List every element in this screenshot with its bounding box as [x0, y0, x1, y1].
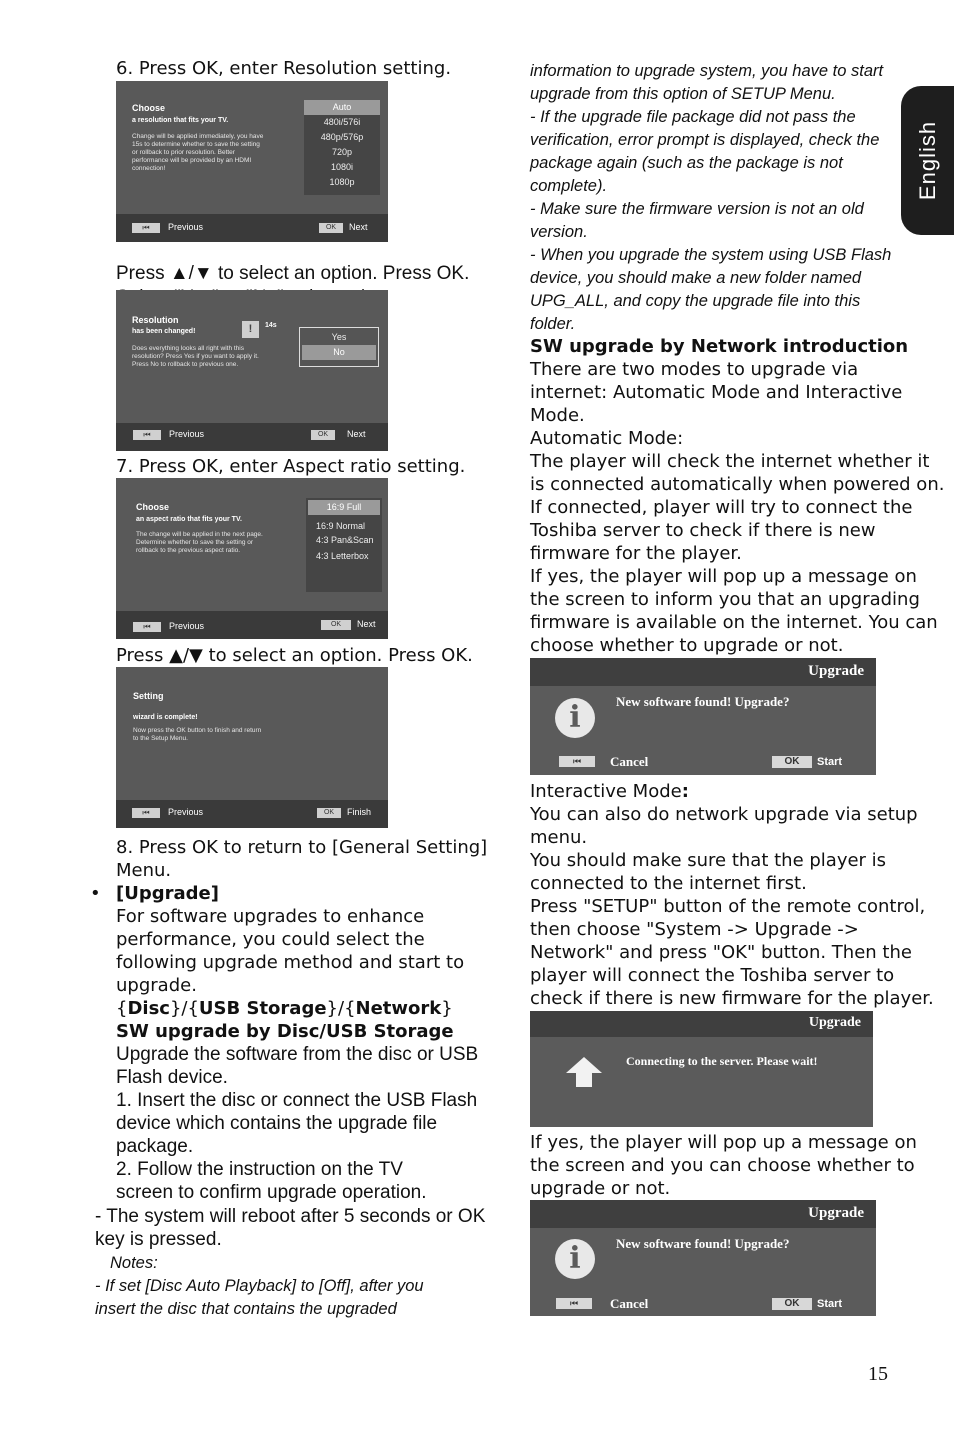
press-select-text: Press ▲/▼ to select an option. Press OK.	[116, 263, 470, 284]
previous-label: Previous	[169, 621, 205, 631]
screen-subtitle: has been changed!	[132, 328, 196, 335]
option-4-3-pan-scan[interactable]: 4:3 Pan&Scan	[316, 535, 374, 545]
screen-description: The change will be applied in the next page. Determine whether to save the setting or rollback to the previous aspect ratio.	[136, 531, 263, 554]
resolution-options	[304, 100, 380, 195]
yes-no-options	[299, 327, 379, 367]
ok-button: OK	[319, 223, 343, 233]
after-body: If yes, the player will pop up a message on the screen and you can choose whether to upgrade or not.	[530, 1132, 917, 1199]
next-label: Next	[357, 619, 376, 629]
option-16-9-normal[interactable]: 16:9 Normal	[316, 521, 366, 531]
upgrade-methods: {Disc}/{USB Storage}/{Network}	[116, 998, 453, 1019]
cancel-label: Cancel	[610, 754, 649, 769]
upgrade-dialog-found-2	[530, 1200, 876, 1316]
option-no[interactable]: No	[302, 345, 376, 360]
screen-description: Now press the OK button to finish and return to the Setup Menu.	[133, 727, 262, 742]
previous-icon: ⏮	[133, 430, 161, 440]
option-1080i[interactable]: 1080i	[330, 162, 354, 172]
option-yes[interactable]: Yes	[331, 332, 347, 342]
notes-label: Notes:	[110, 1254, 158, 1272]
aspect-options	[306, 498, 382, 592]
countdown: 14s	[265, 322, 277, 329]
previous-icon: ⏮	[559, 756, 595, 767]
notes-continued: information to upgrade system, you have to start upgrade from this option of SETUP Menu. - If the upgrade file package did not pass the verification, error prompt is displayed, check the package again (such as the package is not complete). - Make sure the firmware version is not an old version. - When you upgrade the system using USB Flash device, you should make a new folder named UPG_ALL, and copy the upgrade file into this folder.	[530, 62, 892, 333]
screen-subtitle: an aspect ratio that fits your TV.	[136, 516, 242, 523]
ok-button: OK	[772, 1298, 812, 1310]
network-body: There are two modes to upgrade via internet: Automatic Mode and Interactive Mode. Automatic Mode: The player will check the internet whether it is connected automatically when powered on. If connected, player will try to connect the Toshiba server to check if there is new firmware for the player. If yes, the player will pop up a message on the screen to inform you that an upgrading firmware is available on the internet. You can choose whether to upgrade or not.	[530, 359, 945, 656]
option-4-3-letterbox[interactable]: 4:3 Letterbox	[316, 551, 369, 561]
next-label: Next	[349, 222, 368, 232]
resolution-screen	[116, 81, 388, 242]
screen-description: Does everything looks all right with this resolution? Press Yes if you want to apply it. Press No to rollback to previous one.	[132, 345, 259, 368]
upload-arrow-icon	[566, 1055, 602, 1089]
resolution-changed-screen	[116, 290, 388, 451]
cancel-label: Cancel	[610, 1296, 649, 1311]
screen-title: Resolution	[132, 315, 179, 325]
step-6-text: 6. Press OK, enter Resolution setting.	[116, 58, 452, 79]
sw-disc-heading: SW upgrade by Disc/USB Storage	[116, 1021, 454, 1042]
dialog-message: New software found! Upgrade?	[616, 1236, 790, 1251]
upgrade-dialog-found	[530, 658, 876, 775]
previous-label: Previous	[169, 429, 205, 439]
screen-title: Choose	[132, 103, 166, 113]
previous-label: Previous	[168, 807, 204, 817]
option-480i[interactable]: 480i/576i	[323, 117, 361, 127]
network-heading: SW upgrade by Network introduction	[530, 336, 909, 357]
option-1080p[interactable]: 1080p	[329, 177, 355, 187]
screen-title: Setting	[133, 691, 164, 701]
upgrade-paragraph: For software upgrades to enhance performance, you could select the following upgrade method and start to upgrade.	[116, 906, 465, 996]
option-720p[interactable]: 720p	[331, 147, 353, 157]
option-16-9-full[interactable]: 16:9 Full	[308, 500, 380, 515]
info-icon: i	[555, 698, 595, 738]
warning-icon: !	[242, 321, 259, 338]
dialog-title: Upgrade	[808, 1015, 861, 1030]
previous-label: Previous	[168, 222, 204, 232]
previous-icon: ⏮	[556, 1298, 592, 1309]
aspect-ratio-screen	[116, 478, 388, 639]
previous-icon: ⏮	[132, 223, 160, 233]
reboot-text: - The system will reboot after 5 seconds or OK key is pressed.	[95, 1206, 486, 1250]
sw-disc-body: Upgrade the software from the disc or USB Flash device. 1. Insert the disc or connect the USB Flash device which contains the upgrade file package. 2. Follow the instruction on the TV screen to confirm upgrade operation.	[116, 1044, 479, 1203]
page-number: 15	[868, 1363, 888, 1385]
screen-description: Change will be applied immediately, you have 15s to determine whether to save the setting or rollback to prior resolution. Better performance will be provided by an HDMI connection!	[132, 133, 264, 172]
next-label: Next	[347, 429, 366, 439]
option-auto[interactable]: Auto	[304, 100, 380, 115]
dialog-message: New software found! Upgrade?	[616, 694, 790, 709]
finish-label: Finish	[347, 807, 372, 817]
ok-button: OK	[311, 430, 335, 440]
notes-text: - If set [Disc Auto Playback] to [Off], after you insert the disc that contains the upgraded	[95, 1277, 424, 1318]
option-480p[interactable]: 480p/576p	[320, 132, 364, 142]
start-label: Start	[817, 1298, 843, 1310]
press-select-text: Press ▲/▼ to select an option. Press OK.	[116, 645, 473, 666]
ok-button: OK	[321, 620, 351, 630]
upgrade-heading: [Upgrade]	[116, 883, 219, 904]
interactive-mode-label: Interactive Mode:	[530, 781, 689, 802]
screen-title: Choose	[136, 502, 170, 512]
language-tab	[901, 86, 954, 235]
step-7-text: 7. Press OK, enter Aspect ratio setting.	[116, 456, 466, 477]
language-tab-label: English	[915, 120, 940, 201]
dialog-title: Upgrade	[808, 1205, 864, 1221]
start-label: Start	[817, 756, 843, 768]
info-icon: i	[555, 1239, 595, 1279]
ok-button: OK	[772, 756, 812, 768]
ok-button: OK	[317, 808, 341, 818]
bullet: •	[90, 883, 101, 904]
interactive-body: You can also do network upgrade via setup menu. You should make sure that the player is connected to the internet first. Press "SETUP" button of the remote control, then choose "System -> Upgrade -> Network" and press "OK" button. Then the player will connect the Toshiba server to check if there is new firmware for the player.	[530, 804, 934, 1009]
previous-icon: ⏮	[132, 808, 160, 818]
step-8-text: 8. Press OK to return to [General Setting] Menu.	[116, 837, 488, 881]
wizard-complete-screen	[116, 667, 388, 828]
dialog-message: Connecting to the server. Please wait!	[626, 1054, 818, 1068]
upgrade-dialog-connecting	[530, 1011, 873, 1127]
previous-icon: ⏮	[133, 622, 161, 632]
screen-subtitle: wizard is complete!	[133, 714, 198, 721]
screen-subtitle: a resolution that fits your TV.	[132, 117, 229, 124]
dialog-title: Upgrade	[808, 663, 864, 679]
